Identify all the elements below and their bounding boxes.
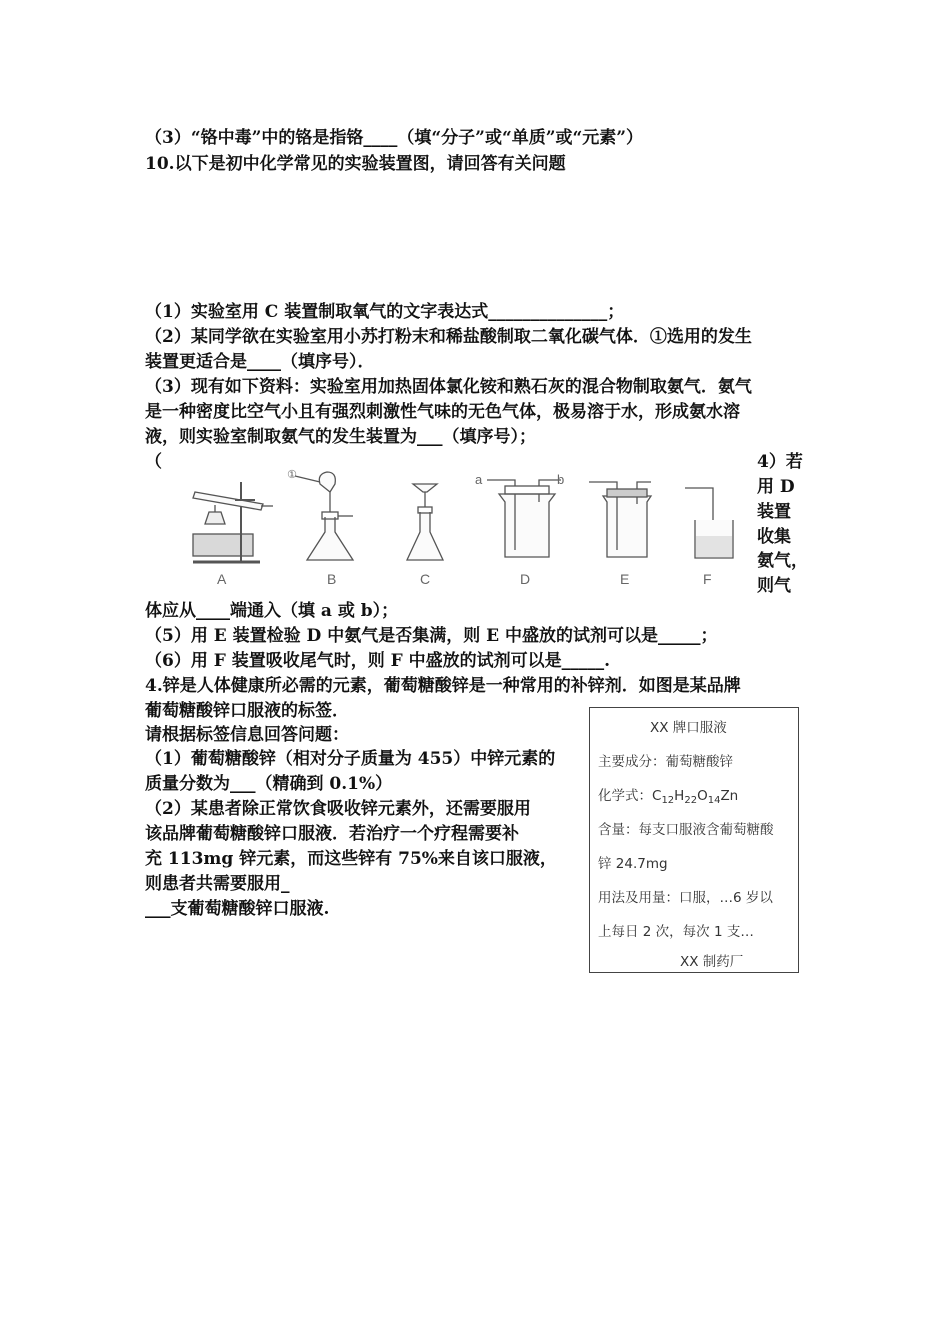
question-4-part-1-line-1: （1）葡萄糖酸锌（相对分子质量为 455）中锌元素的 [145, 749, 556, 769]
question-3-chromium: （3）“铬中毒”中的铬是指铬____（填“分子”或“单质”或“元素”） [145, 128, 644, 148]
apparatus-a [193, 482, 273, 587]
apparatus-f [685, 488, 733, 587]
part-4-right-6: 则气 [757, 576, 791, 596]
part-1: （1）实验室用 C 装置制取氧气的文字表达式______________； [145, 302, 625, 322]
question-4-line-1: 4.锌是人体健康所必需的元素，葡萄糖酸锌是一种常用的补锌剂．如图是某品牌 [145, 676, 741, 696]
apparatus-label-d: D [520, 571, 531, 587]
part-2-line-1: （2）某同学欲在实验室用小苏打粉末和稀盐酸制取二氧化碳气体．①选用的发生 [145, 327, 752, 347]
part-4-open-paren: （ [145, 452, 162, 472]
question-4-part-2-line-3: 充 113mg 锌元素，而这些锌有 75%来自该口服液， [145, 849, 557, 869]
part-4-right-1: 4）若 [757, 452, 803, 472]
part-3-line-3: 液，则实验室制取氨气的发生装置为___（填序号）； [145, 427, 536, 447]
part-4-tail: 体应从____端通入（填 a 或 b）； [145, 601, 399, 621]
apparatus-label-f: F [703, 571, 712, 587]
apparatus-label-e: E [620, 571, 630, 587]
apparatus-d [475, 472, 564, 587]
part-4-right-4: 收集 [757, 527, 791, 547]
apparatus-label-c: C [420, 571, 431, 587]
part-3-line-1: （3）现有如下资料：实验室用加热固体氯化铵和熟石灰的混合物制取氨气．氨气 [145, 377, 752, 397]
part-5: （5）用 E 装置检验 D 中氨气是否集满，则 E 中盛放的试剂可以是_____； [145, 626, 718, 646]
label-usage-line-1: 用法及用量：口服，…6 岁以 [598, 890, 773, 906]
question-4-line-2: 葡萄糖酸锌口服液的标签． [145, 701, 349, 721]
label-maker: XX 制药厂 [680, 954, 744, 970]
apparatus-label-a: A [217, 571, 227, 587]
question-4-part-2-line-2: 该品牌葡萄糖酸锌口服液．若治疗一个疗程需要补 [145, 824, 519, 844]
label-formula-prefix: 化学式： [598, 788, 652, 804]
part-4-right-3: 装置 [757, 502, 791, 522]
question-4-part-1-line-2: 质量分数为___（精确到 0.1%） [145, 774, 393, 794]
label-formula: 化学式：$C_{12}H_{22}O_{14}Zn$ [598, 788, 739, 806]
label-usage-line-2: 上每日 2 次，每次 1 支… [598, 924, 754, 940]
part-2-line-2: 装置更适合是____（填序号）． [145, 352, 375, 372]
question-4-part-2-line-1: （2）某患者除正常饮食吸收锌元素外，还需要服用 [145, 799, 531, 819]
marker-circle-1: ① [287, 468, 297, 481]
apparatus-b [287, 468, 353, 587]
label-content-line-1: 含量：每支口服液含葡萄糖酸 [598, 822, 774, 838]
apparatus-c [407, 484, 443, 587]
label-ingredient: 主要成分：葡萄糖酸锌 [598, 754, 733, 770]
question-4-line-3: 请根据标签信息回答问题： [145, 725, 349, 745]
part-4-right-2: 用 D [757, 477, 795, 497]
apparatus-e [589, 482, 651, 587]
port-a-label: a [475, 472, 483, 487]
apparatus-figure [175, 462, 750, 592]
part-3-line-2: 是一种密度比空气小且有强烈刺激性气味的无色气体，极易溶于水，形成氨水溶 [145, 402, 740, 422]
label-content-line-2: 锌 24.7mg [598, 856, 668, 872]
label-title: XX 牌口服液 [650, 720, 727, 736]
question-10-title: 10.以下是初中化学常见的实验装置图，请回答有关问题 [145, 154, 566, 174]
question-4-part-2-line-4: 则患者共需要服用_ [145, 874, 290, 894]
port-b-label: b [557, 472, 565, 487]
part-6: （6）用 F 装置吸收尾气时，则 F 中盛放的试剂可以是_____. [145, 651, 611, 671]
question-4-part-2-line-5: ___支葡萄糖酸锌口服液. [145, 899, 330, 919]
apparatus-label-b: B [327, 571, 337, 587]
product-label [589, 707, 799, 973]
part-4-right-5: 氨气， [757, 551, 808, 571]
